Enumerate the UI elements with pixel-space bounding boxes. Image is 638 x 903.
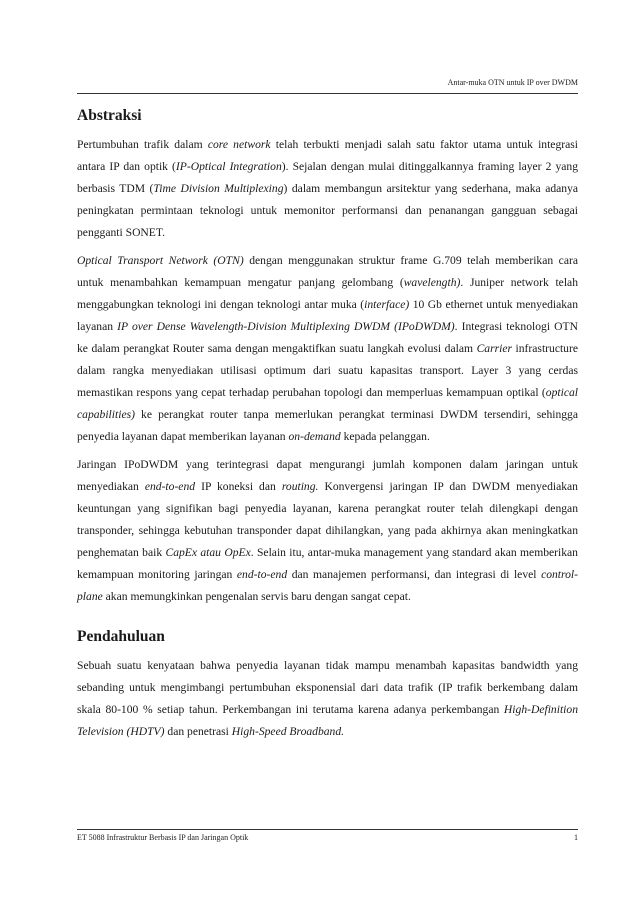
italic-term: routing. [281,480,319,493]
italic-term: on-demand [288,430,341,443]
italic-term: optical capabilities) [77,386,578,421]
footer-course-title: ET 5088 Infrastruktur Berbasis IP dan Jaringan Optik [77,833,249,842]
italic-term: Carrier [476,342,512,355]
running-header [77,77,578,94]
italic-term: CapEx atau OpEx [165,546,251,559]
italic-term: end-to-end [144,480,196,493]
abstract-paragraph-3: Jaringan IPoDWDM yang terintegrasi dapat mengurangi jumlah komponen dalam jaringan untuk menyediakan end-to-end IP koneksi dan routing. Konvergensi jaringan IP dan DWDM menyediakan keuntungan yang signifikan bagi penyedia layanan, karena perangkat router telah dilengkapi dengan transponder, sehingga kebutuhan transponder dapat dihilangkan, yang pada akhirnya akan meningkatkan penghematan baik CapEx atau OpEx. Selain itu, antar-muka management yang standard akan memberikan kemampuan monitoring jaringan end-to-end dan manajemen performansi, dan integrasi di level control-plane akan memungkinkan pengenalan servis baru dengan sangat cepat. [77,458,578,603]
introduction-heading: Pendahuluan [77,628,165,645]
italic-term: end-to-end [236,568,288,581]
italic-term: core network [207,138,271,151]
italic-term: Optical Transport Network (OTN) [77,254,244,267]
page-footer [77,829,578,843]
italic-term: interface) [364,298,410,311]
italic-term: Time Division Multiplexing [153,182,284,195]
page-number: 1 [574,833,578,842]
running-title: Antar-muka OTN untuk IP over DWDM [447,78,578,87]
italic-term: control-plane [77,568,578,603]
page-body [77,104,578,743]
abstract-heading: Abstraksi [77,107,142,124]
italic-term: wavelength) [403,276,461,289]
abstract-paragraph-1: Pertumbuhan trafik dalam core network telah terbukti menjadi salah satu faktor utama untuk integrasi antara IP dan optik (IP-Optical Integration). Sejalan dengan mulai ditinggalkannya framing layer 2 yang berbasis TDM (Time Division Multiplexing) dalam membangun arsitektur yang sederhana, maka adanya peningkatan permintaan teknologi untuk memonitor performansi dan penanangan gangguan sebagai pengganti SONET. [77,138,579,239]
italic-term: High-Definition Television (HDTV) [77,703,578,738]
italic-term: IP-Optical Integration [175,160,282,173]
italic-term: IP over Dense Wavelength-Division Multiplexing DWDM (IPoDWDM) [117,320,455,333]
italic-term: High-Speed Broadband. [231,725,345,738]
abstract-paragraph-2: Optical Transport Network (OTN) dengan menggunakan struktur frame G.709 telah memberikan cara untuk menambahkan kemampuan mengatur panjang gelombang (wavelength). Juniper network telah menggabungkan teknologi ini dengan teknologi antar muka (interface) 10 Gb ethernet untuk menyediakan layanan IP over Dense Wavelength-Division Multiplexing DWDM (IPoDWDM). Integrasi teknologi OTN ke dalam perangkat Router sama dengan mengaktifkan suatu langkah evolusi dalam Carrier infrastructure dalam rangka menyediakan utilisasi optimum dari suatu kapasitas transport. Layer 3 yang cerdas memastikan respons yang cepat terhadap perubahan topologi dan memperluas kemampuan optikal (optical capabilities) ke perangkat router tanpa memerlukan perangkat terminasi DWDM tersendiri, sehingga penyedia layanan dapat memberikan layanan on-demand kepada pelanggan. [77,254,578,443]
introduction-paragraph-1: Sebuah suatu kenyataan bahwa penyedia layanan tidak mampu menambah kapasitas bandwidth yang sebanding untuk mengimbangi pertumbuhan eksponensial dari data trafik (IP trafik berkembang dalam skala 80-100 % setiap tahun. Perkembangan ini terutama karena adanya perkembangan High-Definition Television (HDTV) dan penetrasi High-Speed Broadband. [77,659,578,738]
